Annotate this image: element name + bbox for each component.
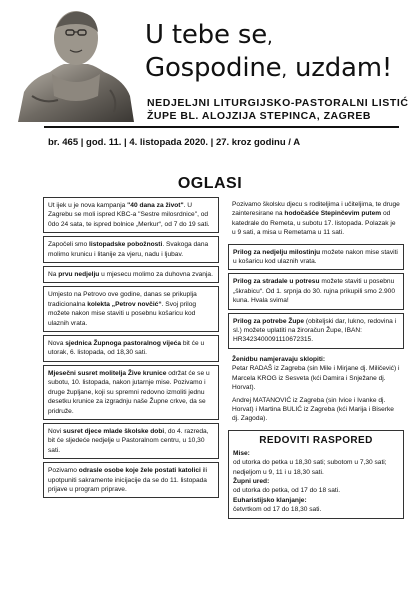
announcement-text: Novi xyxy=(48,427,64,435)
stepinac-statue-image xyxy=(14,0,138,122)
announcement-highlight: Prilog za potrebe Župe xyxy=(233,317,305,325)
announcement-text: možete staviti u posebnu „škrabicu“. Od 1. srpnja do 30. rujna prikupili smo 2.900 kuna. Hvala svima! xyxy=(233,278,395,305)
pilgrimage-announcement xyxy=(228,197,404,241)
announcement-text: Pozivamo školsku djecu s roditeljima i učiteljima, te druge zainteresirane na xyxy=(232,201,400,218)
announcement-box xyxy=(43,365,219,420)
schedule-mass-times: od utorka do petka u 18,30 sati; subotom u 7,30 sati; nedjeljom u 9, 11 i u 18,30 sati. xyxy=(233,459,387,476)
schedule-adoration-times: četvrtkom od 17 do 18,30 sati. xyxy=(233,506,322,514)
announcement-text: Započeli smo xyxy=(48,241,90,249)
issue-info: br. 465 | god. 11. | 4. listopada 2020. | 27. kroz godinu / A xyxy=(48,137,301,148)
header-divider xyxy=(44,126,399,128)
announcement-highlight: Prilog za stradale u potresu xyxy=(233,278,320,286)
title-line-1: U tebe se xyxy=(145,20,267,50)
announcement-text: Umjesto na Petrovo ove godine, danas se prikuplja tradicionalna xyxy=(48,291,197,308)
newsletter-title xyxy=(145,20,392,86)
announcement-highlight: susret djece mlade školske dobi xyxy=(63,427,165,435)
announcement-text: . Svoj prilog možete nakon mise staviti u posebnu košaricu kod ulaznih vrata. xyxy=(48,300,197,327)
announcement-text: (obiteljski dar, lukno, redovina i sl.) možete uplatiti na žiroračun Župe, IBAN: HR3423400091110672315. xyxy=(233,317,397,344)
announcement-text: Nova xyxy=(48,340,66,348)
marriage-banns xyxy=(228,352,404,427)
title-line-2a: Gospodine xyxy=(145,53,282,83)
announcement-highlight: sjednica Župnoga pastoralnog vijeća xyxy=(65,340,182,348)
announcement-box xyxy=(228,313,404,349)
marriage-couple-1: Petar RADAŠ iz Zagreba (sin Mile i Mirjane dj. Miličević) i Marcela KROG iz Sesveta (kći Damira i Snježane dj. Horvat). xyxy=(232,365,400,392)
section-heading: OGLASI xyxy=(177,175,243,192)
title-comma-2: , xyxy=(281,60,287,81)
announcement-box xyxy=(43,197,219,233)
announcement-highlight: Mjesečni susret molitelja Žive krunice xyxy=(48,369,167,377)
announcement-text: ili upotpuniti sakramente inicijacije da se do 11. listopada prijave u program priprave. xyxy=(48,467,208,493)
announcement-box xyxy=(43,286,219,332)
announcement-text: možete nakon mise staviti u košaricu kod ulaznih vrata. xyxy=(233,248,398,266)
announcement-text: od katedrale do Remeta, u subotu 17. listopada. Polazak je u 9 sati, a misa u Remetama u 11 sati. xyxy=(232,210,396,237)
announcement-highlight: hodočašće Stepinčevim putem xyxy=(284,210,382,218)
announcement-box xyxy=(43,236,219,263)
title-line-2b: uzdam! xyxy=(286,53,393,83)
announcement-highlight: "40 dana za život" xyxy=(127,202,184,209)
announcement-text: Na xyxy=(48,271,59,279)
announcement-text: Ut ijek u je nova kampanja xyxy=(48,202,128,209)
announcement-highlight: kolekta „Petrov novčić“ xyxy=(87,300,162,308)
marriage-couple-2: Andrej MATANOVIĆ iz Zagreba (sin Ivice i Ivanke dj. Horvat) i Martina BULIĆ iz Zagreba (kći Marija i Biserke dj. Zagoda). xyxy=(232,396,394,423)
announcement-text: bit će u utorak, 6. listopada, od 18,30 sati. xyxy=(48,340,205,357)
left-column xyxy=(43,197,219,501)
right-column xyxy=(228,197,404,522)
schedule-mass-label: Mise: xyxy=(233,449,250,457)
announcement-text: u mjesecu molimo za duhovna zvanja. xyxy=(99,271,213,279)
schedule-office-times: od utorka do petka, od 17 do 18 sati. xyxy=(233,487,341,495)
announcement-text: , do 4. razreda, bit će sljedeće nedjelje u Pastoralnom centru, u 10,30 sati. xyxy=(48,427,209,454)
announcement-box xyxy=(43,423,219,459)
schedule-office-label: Župni ured: xyxy=(233,477,270,485)
announcement-text: . U Zagrebu se moli ispred KBC-a "Sestre milosrdnice", od 0do 24 sata, te ispred bolnice „Merkur“, od 7 do 19 sati. xyxy=(48,202,210,228)
announcement-highlight: odrasle osobe koje žele postati katolici xyxy=(78,467,201,475)
title-comma-1: , xyxy=(267,27,273,48)
schedule-adoration-label: Euharistijsko klanjanje: xyxy=(233,496,307,504)
newsletter-subtitle: NEDJELJNI LITURGIJSKO-PASTORALNI LISTIĆ xyxy=(147,97,409,109)
announcement-box xyxy=(228,273,404,309)
announcement-box xyxy=(228,244,404,271)
announcement-highlight: Prilog za nedjelju milostinju xyxy=(233,248,321,256)
announcement-text: Pozivamo xyxy=(48,467,79,475)
announcement-box xyxy=(43,266,219,283)
schedule-title: REDOVITI RASPORED xyxy=(259,434,373,446)
announcement-highlight: listopadske pobožnosti xyxy=(89,241,163,249)
announcement-box xyxy=(43,462,219,498)
announcement-text: održat će se u subotu, 10. listopada, nakon jutarnje mise. Pozivamo i druge župljane, koji su spremni redovno izmoliti jednu desetku krunice za izgradnju naše Župne crkve, da se pridruže. xyxy=(48,369,210,415)
announcement-highlight: prvu nedjelju xyxy=(58,271,100,279)
regular-schedule xyxy=(228,430,404,519)
marriage-title: Ženidbu namjeravaju sklopiti: xyxy=(232,355,326,363)
announcement-text: . Svakoga dana molimo krunicu i litanije za vjeru, nadu i ljubav. xyxy=(48,241,209,258)
announcement-box xyxy=(43,335,219,362)
parish-name: ŽUPE BL. ALOJZIJA STEPINCA, ZAGREB xyxy=(147,110,371,122)
